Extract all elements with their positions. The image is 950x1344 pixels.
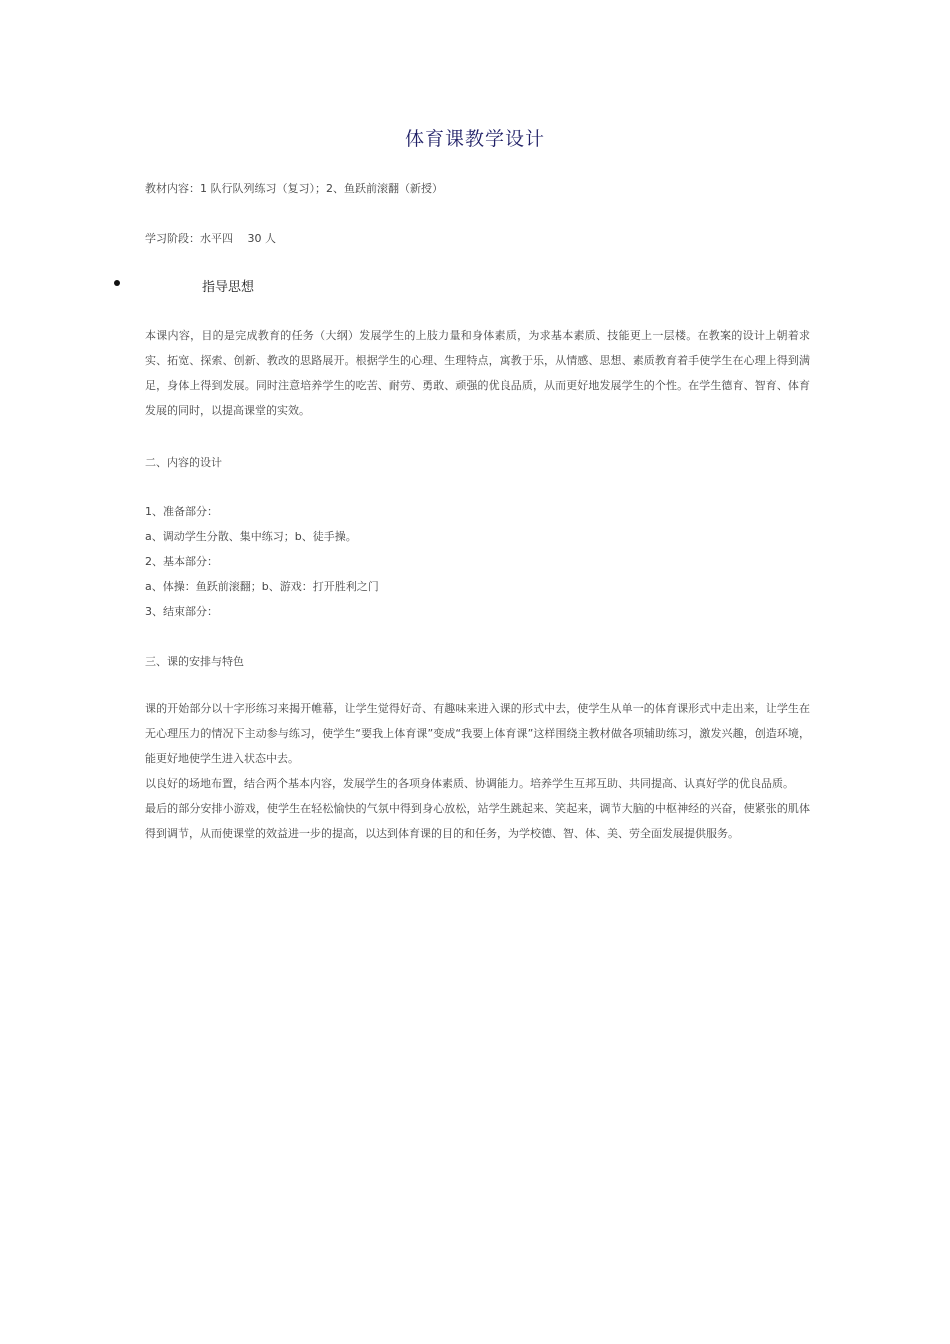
section-heading-arrangement: 三、课的安排与特色: [145, 655, 244, 668]
content-item: a、体操：鱼跃前滚翻；b、游戏：打开胜利之门: [145, 580, 379, 593]
content-item: 3、结束部分：: [145, 605, 218, 618]
content-item: 1、准备部分：: [145, 505, 218, 518]
section-heading-content-design: 二、内容的设计: [145, 456, 222, 469]
guiding-paragraph: 本课内容，目的是完成教育的任务（大纲）发展学生的上肢力量和身体素质，为求基本素质、技能更上一层楼。在教案的设计上朝着求实、拓宽、探索、创新、教改的思路展开。根据学生的心理、生理特点，寓教于乐，从情感、思想、素质教育着手使学生在心理上得到满足，身体上得到发展。同时注意培养学生的吃苦、耐劳、勇敢、顽强的优良品质，从而更好地发展学生的个性。在学生德育、智育、体育发展的同时，以提高课堂的实效。: [145, 329, 810, 417]
guiding-heading: 指导思想: [202, 280, 255, 295]
arrangement-paragraph: 课的开始部分以十字形练习来揭开帷幕，让学生觉得好奇、有趣味来进入课的形式中去，使学生从单一的体育课形式中走出来，让学生在无心理压力的情况下主动参与练习，使学生“要我上体育课”变成“我要上体育课”这样围绕主教材做各项辅助练习，激发兴趣，创造环境，能更好地使学生进入状态中去。: [145, 702, 810, 765]
material-content-line: 教材内容：1 队行队列练习（复习）；2、鱼跃前滚翻（新授）: [145, 182, 443, 195]
content-item: 2、基本部分：: [145, 555, 218, 568]
arrangement-paragraph: 以良好的场地布置，结合两个基本内容，发展学生的各项身体素质、协调能力。培养学生互邦互助、共同提高、认真好学的优良品质。: [145, 777, 794, 790]
content-item: a、调动学生分散、集中练习；b、徒手操。: [145, 530, 357, 543]
learning-stage-line: 学习阶段：水平四 30 人: [145, 232, 276, 245]
document-title: 体育课教学设计: [404, 128, 545, 150]
arrangement-paragraph: 最后的部分安排小游戏，使学生在轻松愉快的气氛中得到身心放松，站学生跳起来、笑起来，调节大脑的中枢神经的兴奋，使紧张的肌体得到调节，从而使课堂的效益进一步的提高，以达到体育课的目的和任务，为学校德、智、体、美、劳全面发展提供服务。: [145, 802, 810, 840]
bullet-icon: [114, 280, 120, 286]
